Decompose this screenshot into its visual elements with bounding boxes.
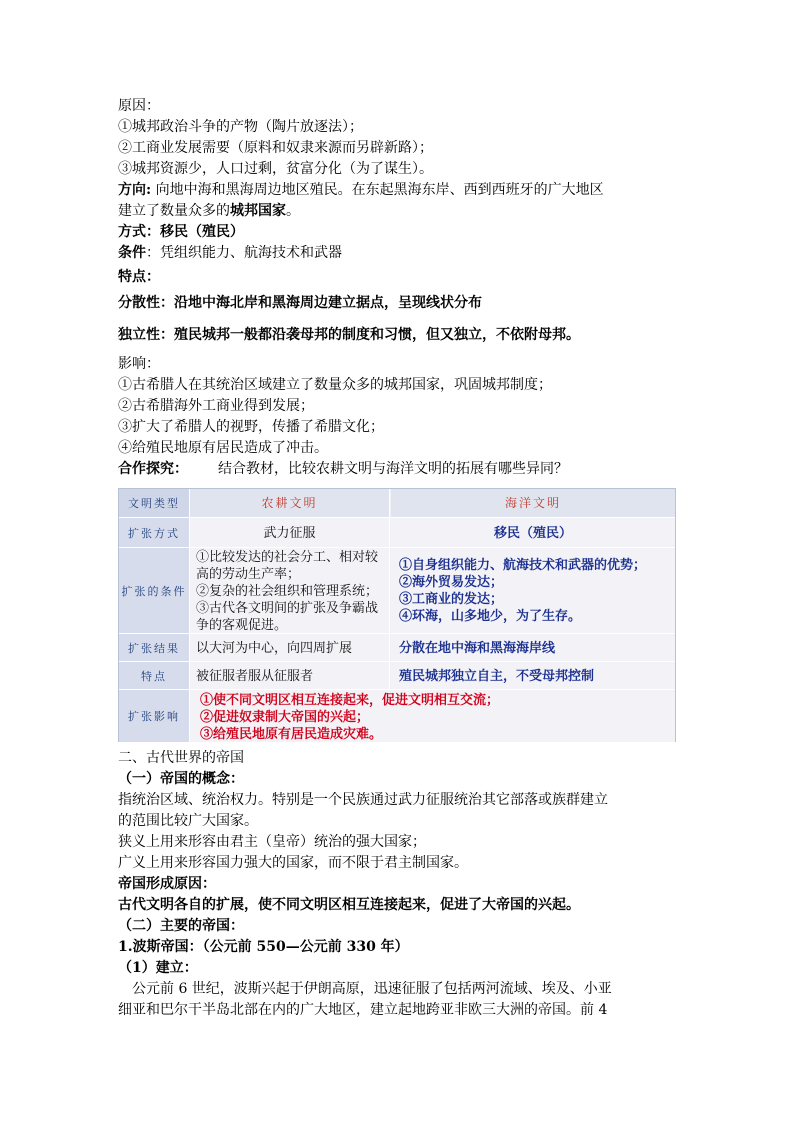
empire-section — [118, 748, 678, 1021]
comparison-table — [118, 488, 676, 742]
direction-line-2 — [118, 201, 678, 222]
impact-line: ①使不同文明区相互连接起来，促进文明相互交流； — [200, 693, 500, 708]
feature-independence: 独立性：殖民城邦一般都沿袭母邦的制度和习惯，但又独立，不依附母邦。 — [118, 327, 580, 343]
cooperation-label: 合作探究： — [118, 461, 188, 477]
establish-line: 公元前 6 世纪，波斯兴起于伊朗高原，迅速征服了包括两河流域、埃及、小亚 — [118, 981, 612, 997]
cell-farm-line: ③古代各文明间的扩张及争霸战争的客观促进。 — [196, 600, 379, 633]
reason-title: 帝国形成原因： — [118, 876, 216, 892]
direction-line — [118, 180, 678, 201]
impact-item: ④给殖民地原有居民造成了冲击。 — [118, 440, 328, 456]
cell-farm: 以大河为中心，向四周扩展 — [190, 634, 390, 662]
row-label: 扩张的条件 — [119, 548, 190, 634]
cell-farm: 武力征服 — [190, 518, 390, 548]
direction-end: 。 — [286, 203, 300, 219]
row-label: 扩张方式 — [119, 518, 190, 548]
condition-label: 条件 — [118, 245, 146, 261]
concept-title: （一）帝国的概念： — [118, 771, 244, 787]
concept-line: 狭义上用来形容由君主（皇帝）统治的强大国家； — [118, 834, 426, 850]
establish-title: （1）建立： — [118, 960, 198, 976]
cell-impact — [190, 690, 675, 742]
cell-farm: 被征服者服从征服者 — [190, 662, 390, 690]
table-row — [119, 517, 675, 548]
row-label: 特点 — [119, 662, 190, 690]
cell-farm-line: ②复杂的社会组织和管理系统； — [196, 583, 379, 599]
impact-item: ②古希腊海外工商业得到发展； — [118, 398, 314, 414]
condition-text: ：凭组织能力、航海技术和武器 — [146, 245, 342, 261]
direction-text: 向地中海和黑海周边地区殖民。在东起黑海东岸、西到西班牙的广大地区 — [151, 182, 604, 198]
row-label: 扩张影响 — [119, 690, 190, 742]
table-row — [119, 661, 675, 690]
establish-line: 细亚和巴尔干半岛北部在内的广大地区，建立起地跨亚非欧三大洲的帝国。前 4 — [118, 1002, 608, 1018]
cell-sea-line: ④环海，山多地少，为了生存。 — [399, 609, 582, 624]
cell-sea-line: ①自身组织能力、航海技术和武器的优势； — [399, 558, 647, 573]
impact-item: ①古希腊人在其统治区域建立了数量众多的城邦国家，巩固城邦制度； — [118, 377, 552, 393]
direction-bold: 城邦国家 — [230, 203, 286, 219]
section-title: 二、古代世界的帝国 — [118, 750, 244, 766]
impact-item: ③扩大了希腊人的视野，传播了希腊文化； — [118, 419, 384, 435]
cause-item: ②工商业发展需要（原料和奴隶来源而另辟新路）； — [118, 140, 433, 156]
cell-sea — [391, 548, 675, 634]
table-header-row — [119, 489, 675, 517]
concept-line: 指统治区域、统治权力。特别是一个民族通过武力征服统治其它部落或族群建立 — [118, 792, 608, 808]
cell-sea: 分散在地中海和黑海海岸线 — [391, 634, 675, 662]
cooperation-text: 结合教材，比较农耕文明与海洋文明的拓展有哪些异同？ — [218, 461, 568, 477]
direction-text-2: 建立了数量众多的 — [118, 203, 230, 219]
row-label: 扩张结果 — [119, 634, 190, 662]
impact-line: ②促进奴隶制大帝国的兴起； — [200, 710, 370, 725]
feature-dispersion: 分散性：沿地中海北岸和黑海周边建立据点，呈现线状分布 — [118, 295, 482, 311]
header-farm: 农耕文明 — [190, 489, 390, 517]
reason-text: 古代文明各自的扩展，使不同文明区相互连接起来，促进了大帝国的兴起。 — [118, 897, 580, 913]
cell-sea: 移民（殖民） — [391, 518, 675, 548]
concept-line: 广义上用来形容国力强大的国家，而不限于君主制国家。 — [118, 855, 468, 871]
header-sea: 海洋文明 — [391, 489, 675, 517]
cell-farm-line: ①比较发达的社会分工、相对较高的劳动生产率； — [196, 549, 379, 582]
table-row — [119, 633, 675, 662]
table-row — [119, 547, 675, 634]
cell-sea: 殖民城邦独立自主，不受母邦控制 — [391, 662, 675, 690]
condition-line — [118, 243, 678, 264]
cell-sea-line: ②海外贸易发达； — [399, 575, 504, 590]
method-line: 方式：移民（殖民） — [118, 224, 244, 240]
cell-farm — [190, 548, 390, 634]
impact-title: 影响： — [118, 356, 160, 372]
features-title: 特点： — [118, 269, 160, 285]
major-title: （二）主要的帝国： — [118, 918, 244, 934]
cell-sea-line: ③工商业的发达； — [399, 592, 504, 607]
cause-title: 原因： — [118, 98, 160, 114]
direction-label: 方向: — [118, 182, 152, 198]
concept-line: 的范围比较广大国家。 — [118, 813, 258, 829]
cause-item: ③城邦资源少，人口过剩，贫富分化（为了谋生）。 — [118, 161, 433, 177]
cause-item: ①城邦政治斗争的产物（陶片放逐法）； — [118, 119, 363, 135]
impact-line: ③给殖民地原有居民造成灾难。 — [200, 727, 383, 742]
cooperation-line — [118, 459, 678, 480]
persia-title: 1.波斯帝国：（公元前 550—公元前 330 年） — [118, 939, 409, 955]
intro-section — [118, 96, 678, 480]
header-type: 文明类型 — [119, 489, 190, 517]
table-row — [119, 689, 675, 742]
